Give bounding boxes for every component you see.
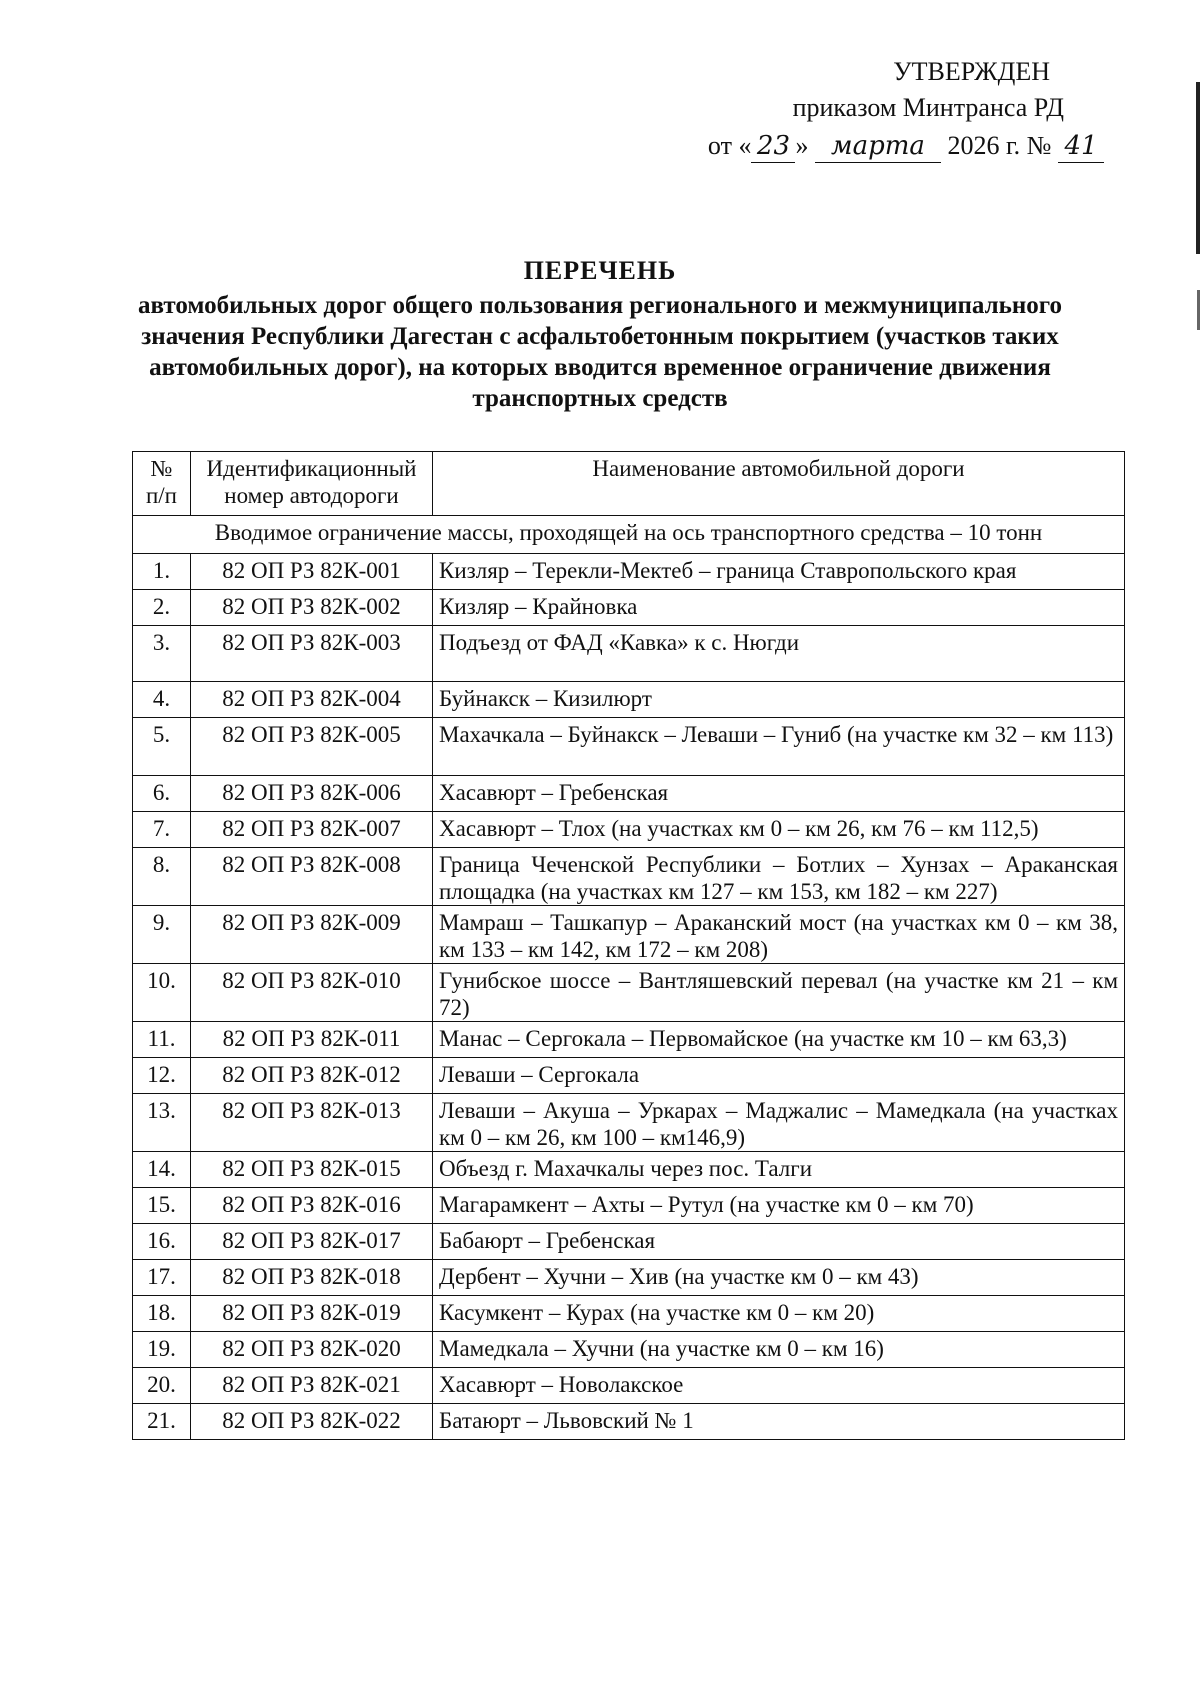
table-row (133, 776, 1125, 812)
row-number: 17. (133, 1260, 191, 1296)
table-row (133, 812, 1125, 848)
road-id: 82 ОП РЗ 82К-004 (191, 682, 433, 718)
section-row (133, 516, 1125, 554)
road-name: Буйнакск – Кизилюрт (433, 682, 1125, 718)
road-id: 82 ОП РЗ 82К-017 (191, 1224, 433, 1260)
road-id: 82 ОП РЗ 82К-007 (191, 812, 433, 848)
row-number: 19. (133, 1332, 191, 1368)
road-name: Леваши – Акуша – Уркарах – Маджалис – Мамедкала (на участках км 0 – км 26, км 100 – км146,9) (433, 1094, 1125, 1152)
date-day-close: » (795, 131, 809, 160)
table-row (133, 626, 1125, 682)
table-row (133, 1224, 1125, 1260)
road-id: 82 ОП РЗ 82К-022 (191, 1404, 433, 1440)
road-name: Леваши – Сергокала (433, 1058, 1125, 1094)
road-name: Касумкент – Курах (на участке км 0 – км 20) (433, 1296, 1125, 1332)
road-name: Объезд г. Махачкалы через пос. Талги (433, 1152, 1125, 1188)
road-name: Манас – Сергокала – Первомайское (на участке км 10 – км 63,3) (433, 1022, 1125, 1058)
road-name: Батаюрт – Львовский № 1 (433, 1404, 1125, 1440)
road-name: Кизляр – Крайновка (433, 590, 1125, 626)
row-number: 3. (133, 626, 191, 682)
table-row (133, 848, 1125, 906)
section-heading: Вводимое ограничение массы, проходящей на ось транспортного средства – 10 тонн (133, 516, 1125, 554)
table-row (133, 1368, 1125, 1404)
table-row (133, 1058, 1125, 1094)
road-id: 82 ОП РЗ 82К-018 (191, 1260, 433, 1296)
road-id: 82 ОП РЗ 82К-021 (191, 1368, 433, 1404)
handwritten-month: марта (815, 130, 941, 163)
road-id: 82 ОП РЗ 82К-019 (191, 1296, 433, 1332)
road-name: Кизляр – Терекли-Мектеб – граница Ставропольского края (433, 554, 1125, 590)
table-row (133, 1188, 1125, 1224)
road-id: 82 ОП РЗ 82К-010 (191, 964, 433, 1022)
road-name: Мамраш – Ташкапур – Араканский мост (на участках км 0 – км 38, км 133 – км 142, км 172 – км 208) (433, 906, 1125, 964)
table-row (133, 1332, 1125, 1368)
road-id: 82 ОП РЗ 82К-002 (191, 590, 433, 626)
road-name: Дербент – Хучни – Хив (на участке км 0 – км 43) (433, 1260, 1125, 1296)
row-number: 5. (133, 718, 191, 776)
table-row (133, 682, 1125, 718)
document-heading (120, 254, 1080, 414)
row-number: 14. (133, 1152, 191, 1188)
header-name: Наименование автомобильной дороги (433, 452, 1125, 516)
row-number: 12. (133, 1058, 191, 1094)
date-prefix: от « (707, 131, 752, 160)
table-row (133, 1094, 1125, 1152)
row-number: 13. (133, 1094, 191, 1152)
row-number: 2. (133, 590, 191, 626)
road-id: 82 ОП РЗ 82К-008 (191, 848, 433, 906)
row-number: 11. (133, 1022, 191, 1058)
handwritten-order-number: 41 (1058, 130, 1104, 163)
road-name: Хасавюрт – Новолакское (433, 1368, 1125, 1404)
row-number: 9. (133, 906, 191, 964)
header-num: № п/п (133, 452, 191, 516)
road-name: Хасавюрт – Гребенская (433, 776, 1125, 812)
row-number: 7. (133, 812, 191, 848)
table-row (133, 554, 1125, 590)
road-name: Хасавюрт – Тлох (на участках км 0 – км 26, км 76 – км 112,5) (433, 812, 1125, 848)
road-name: Махачкала – Буйнакск – Леваши – Гуниб (на участке км 32 – км 113) (433, 718, 1125, 776)
table-row (133, 1296, 1125, 1332)
document-title: ПЕРЕЧЕНЬ (523, 256, 677, 285)
row-number: 18. (133, 1296, 191, 1332)
roads-table (132, 451, 1125, 1440)
road-id: 82 ОП РЗ 82К-020 (191, 1332, 433, 1368)
row-number: 8. (133, 848, 191, 906)
table-header-row (133, 452, 1125, 516)
row-number: 4. (133, 682, 191, 718)
road-id: 82 ОП РЗ 82К-011 (191, 1022, 433, 1058)
table-row (133, 1404, 1125, 1440)
road-name: Бабаюрт – Гребенская (433, 1224, 1125, 1260)
row-number: 6. (133, 776, 191, 812)
road-name: Граница Чеченской Республики – Ботлих – Хунзах – Араканская площадка (на участках км 127 – км 153, км 182 – км 227) (433, 848, 1125, 906)
road-id: 82 ОП РЗ 82К-015 (191, 1152, 433, 1188)
road-id: 82 ОП РЗ 82К-006 (191, 776, 433, 812)
road-name: Магарамкент – Ахты – Рутул (на участке км 0 – км 70) (433, 1188, 1125, 1224)
row-number: 16. (133, 1224, 191, 1260)
road-name: Гунибское шоссе – Вантляшевский перевал (на участке км 21 – км 72) (433, 964, 1125, 1022)
table-row (133, 718, 1125, 776)
table-row (133, 906, 1125, 964)
row-number: 10. (133, 964, 191, 1022)
road-id: 82 ОП РЗ 82К-012 (191, 1058, 433, 1094)
approval-date-line (708, 130, 1104, 163)
table-row (133, 1260, 1125, 1296)
table-row (133, 1022, 1125, 1058)
handwritten-day: 23 (751, 130, 795, 163)
table-row (133, 1152, 1125, 1188)
row-number: 21. (133, 1404, 191, 1440)
row-number: 1. (133, 554, 191, 590)
table-row (133, 590, 1125, 626)
road-id: 82 ОП РЗ 82К-001 (191, 554, 433, 590)
road-name: Мамедкала – Хучни (на участке км 0 – км 16) (433, 1332, 1125, 1368)
table-row (133, 964, 1125, 1022)
scan-edge-mark (1196, 82, 1200, 254)
year-and-number-label: 2026 г. № (947, 131, 1052, 160)
approval-order: приказом Минтранса РД (792, 93, 1064, 122)
road-id: 82 ОП РЗ 82К-016 (191, 1188, 433, 1224)
approval-title: УТВЕРЖДЕН (893, 57, 1050, 86)
row-number: 20. (133, 1368, 191, 1404)
row-number: 15. (133, 1188, 191, 1224)
road-name: Подъезд от ФАД «Кавка» к с. Нюгди (433, 626, 1125, 682)
document-subtitle: автомобильных дорог общего пользования регионального и межмуниципального значения Республики Дагестан с асфальтобетонным покрытием (участков таких автомобильных дорог), на которых вводится временное ограничение движения транспортных средств (138, 292, 1062, 412)
header-code: Идентификационный номер автодороги (191, 452, 433, 516)
road-id: 82 ОП РЗ 82К-003 (191, 626, 433, 682)
road-id: 82 ОП РЗ 82К-009 (191, 906, 433, 964)
road-id: 82 ОП РЗ 82К-005 (191, 718, 433, 776)
roads-table-body (133, 516, 1125, 1440)
road-id: 82 ОП РЗ 82К-013 (191, 1094, 433, 1152)
